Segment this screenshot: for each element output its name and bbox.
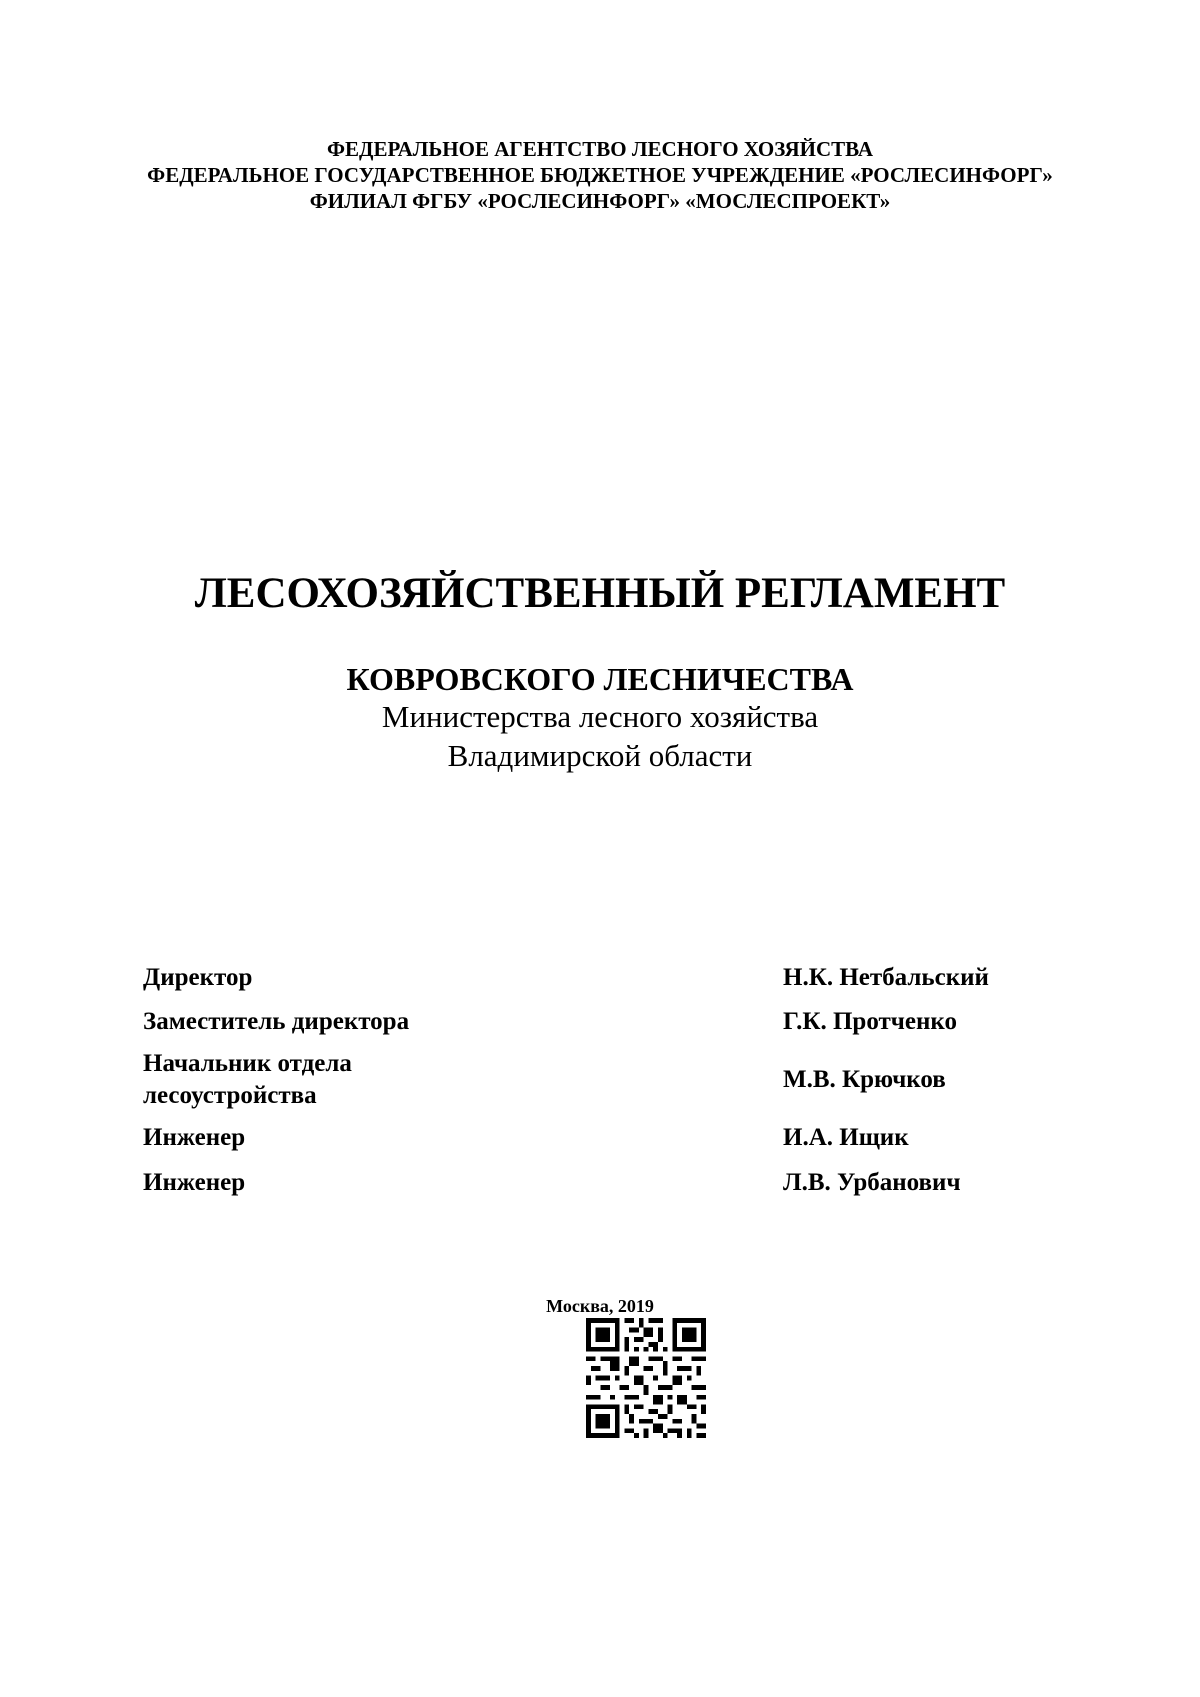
- staff-list: [143, 958, 1063, 1206]
- header-institution: ФЕДЕРАЛЬНОЕ ГОСУДАРСТВЕННОЕ БЮДЖЕТНОЕ УЧРЕЖДЕНИЕ «РОСЛЕСИНФОРГ»: [147, 163, 1053, 187]
- document-subtitle: КОВРОВСКОГО ЛЕСНИЧЕСТВА: [346, 661, 854, 697]
- document-title: ЛЕСОХОЗЯЙСТВЕННЫЙ РЕГЛАМЕНТ: [194, 570, 1006, 617]
- place-year: Москва, 2019: [546, 1296, 654, 1316]
- organization-header: [0, 136, 1200, 214]
- staff-name: Н.К. Нетбальский: [783, 964, 989, 991]
- staff-role: Заместитель директора: [143, 1007, 410, 1035]
- header-agency: ФЕДЕРАЛЬНОЕ АГЕНТСТВО ЛЕСНОГО ХОЗЯЙСТВА: [326, 137, 874, 161]
- staff-name: М.В. Крючков: [783, 1066, 946, 1093]
- staff-role: Инженер: [143, 1123, 246, 1151]
- staff-role: Начальник отдела лесоустройства: [143, 1050, 352, 1109]
- staff-row: [143, 1160, 1063, 1206]
- staff-row: [143, 1115, 1063, 1160]
- staff-name: Г.К. Протченко: [783, 1007, 957, 1035]
- ministry-line: Министерства лесного хозяйства: [381, 699, 819, 734]
- staff-name: Л.В. Урбанович: [783, 1169, 961, 1196]
- qr-code-icon: [586, 1318, 706, 1438]
- region-line: Владимирской области: [447, 738, 753, 773]
- staff-row: [143, 998, 1063, 1045]
- header-branch: ФИЛИАЛ ФГБУ «РОСЛЕСИНФОРГ» «МОСЛЕСПРОЕКТ»: [309, 189, 891, 213]
- staff-row: [143, 1045, 1063, 1115]
- staff-row: [143, 958, 1063, 998]
- staff-role: Инженер: [143, 1169, 246, 1196]
- staff-name: И.А. Ищик: [783, 1123, 909, 1151]
- staff-role: Директор: [143, 964, 253, 991]
